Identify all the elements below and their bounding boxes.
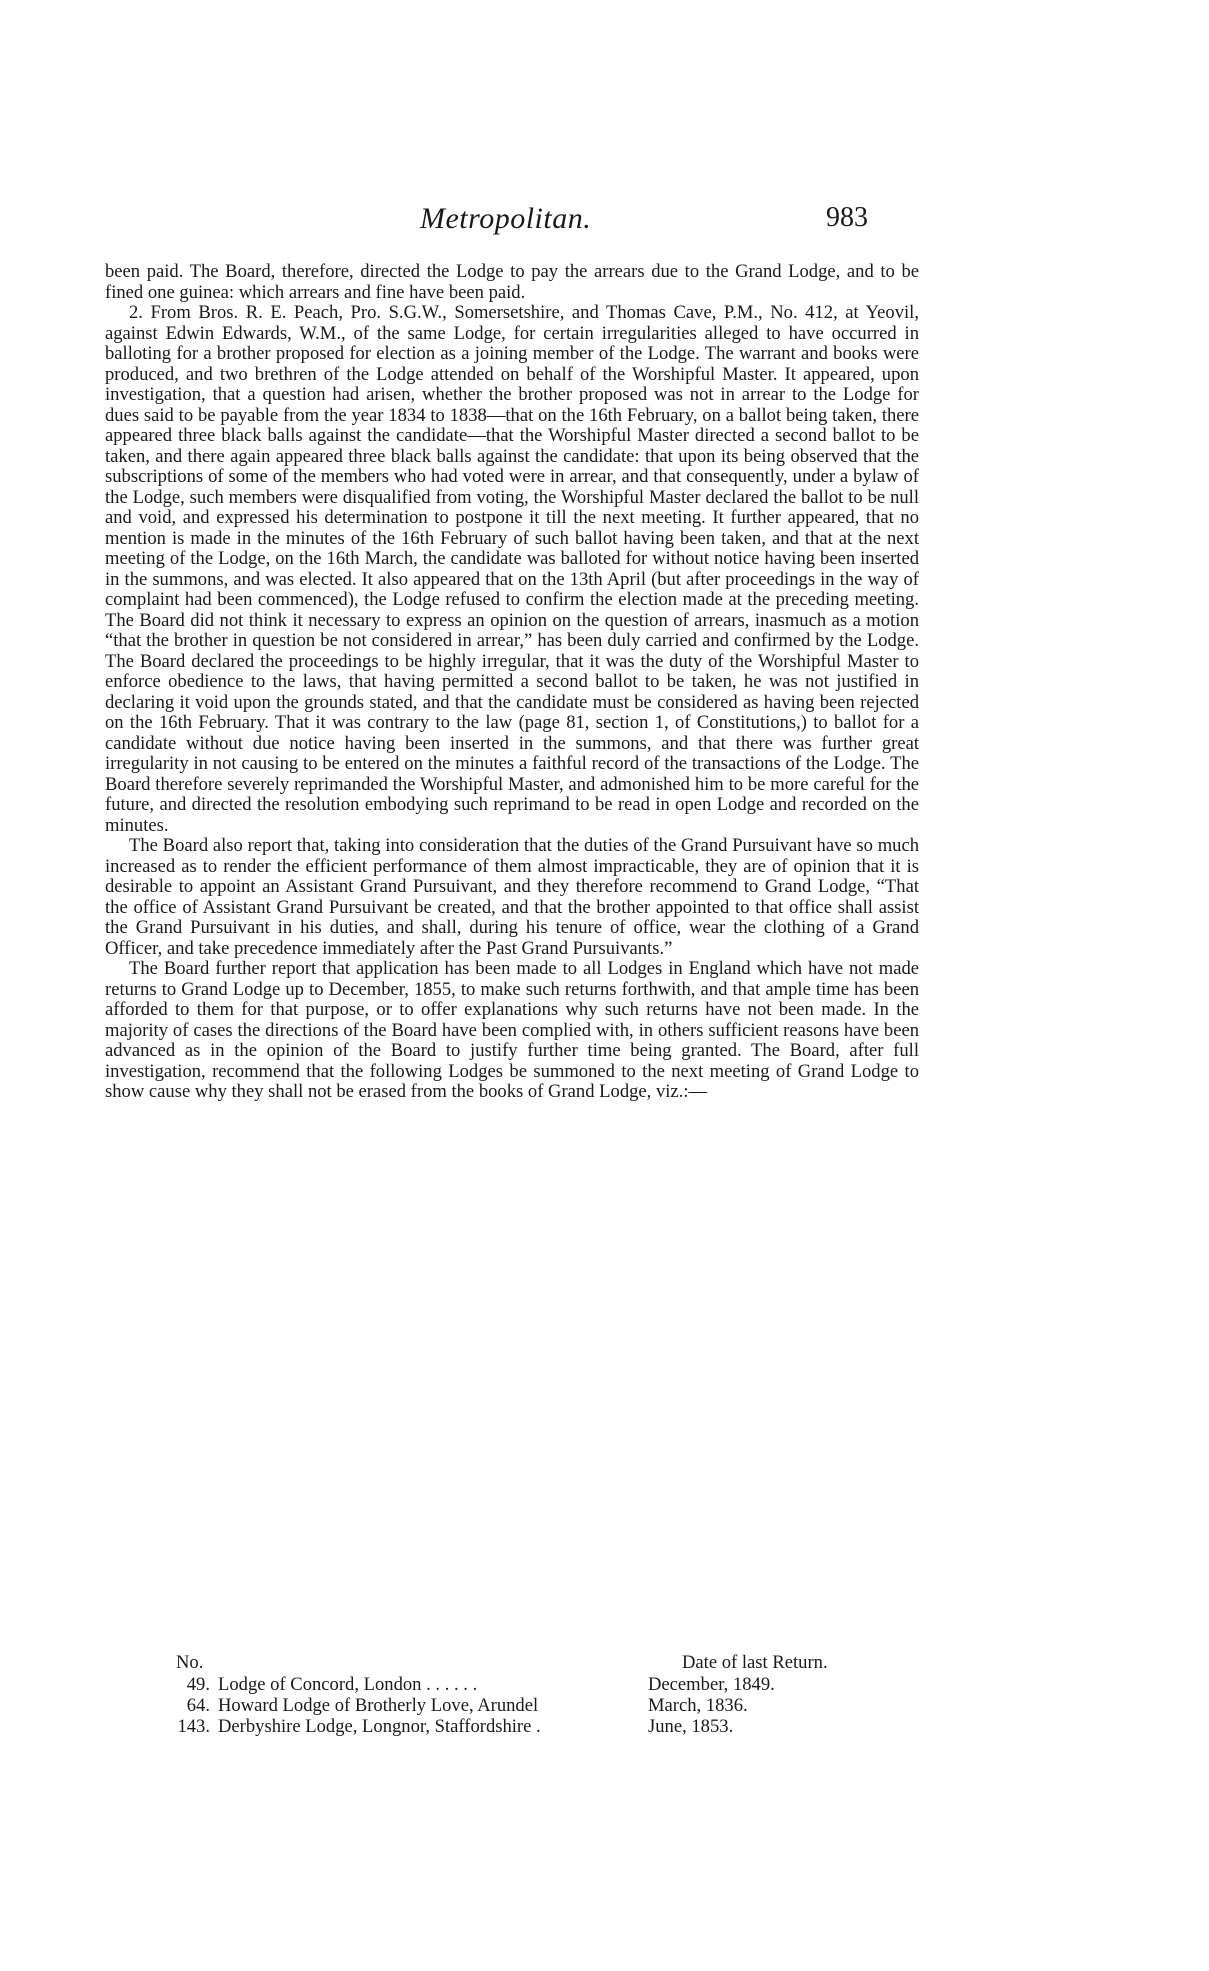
lodge-number: 143. [177, 1716, 210, 1737]
table-row [160, 1674, 920, 1695]
body-text [105, 262, 919, 1103]
lodge-last-return-date: June, 1853. [648, 1716, 734, 1737]
table-row [160, 1695, 920, 1716]
lodge-last-return-date: December, 1849. [648, 1674, 775, 1695]
paragraph-lodge-returns: The Board further report that application has been made to all Lodges in England which have not made returns to Grand Lodge up to December, 1855, to make such returns forthwith, and that ample time has been afforded to them for that purpose, or to offer explanations why such returns have not been made. In the majority of cases the directions of the Board have been complied with, in others sufficient reasons have been advanced as in the opinion of the Board to justify further time being granted. The Board, after full investigation, recommend that the following Lodges be summoned to the next meeting of Grand Lodge to show cause why they shall not be erased from the books of Grand Lodge, viz.:— [105, 958, 919, 1102]
lodge-name: Howard Lodge of Brotherly Love, Arundel [218, 1695, 539, 1716]
column-header-number: No. [176, 1652, 204, 1673]
lodge-last-return-date: March, 1836. [648, 1695, 748, 1716]
column-header-date: Date of last Return. [682, 1652, 828, 1673]
table-row [160, 1716, 920, 1737]
lodge-name: Derbyshire Lodge, Longnor, Staffordshire . [218, 1716, 541, 1737]
lodge-name: Lodge of Concord, London . . . . . . [218, 1674, 478, 1695]
paragraph-complaint-2: 2. From Bros. R. E. Peach, Pro. S.G.W., Somersetshire, and Thomas Cave, P.M., No. 412, at Yeovil, against Edwin Edwards, W.M., of the same Lodge, for certain irregularities alleged to have occurred in balloting for a brother proposed for election as a joining member of the Lodge. The warrant and books were produced, and two brethren of the Lodge attended on behalf of the Worshipful Master. It appeared, upon investigation, that a question had arisen, whether the brother proposed was not in arrear to the Lodge for dues said to be payable from the year 1834 to 1838—that on the 16th February, on a ballot being taken, there appeared three black balls against the candidate—that the Worshipful Master directed a second ballot to be taken, and there again appeared three black balls against the candidate: that upon its being observed that the subscriptions of some of the members who had voted were in arrear, and that consequently, under a bylaw of the Lodge, such members were disqualified from voting, the Worshipful Master declared the ballot to be null and void, and expressed his determination to postpone it till the next meeting. It further appeared, that no mention is made in the minutes of the 16th February of such ballot having been taken, and that at the next meeting of the Lodge, on the 16th March, the candidate was balloted for without notice having been inserted in the summons, and was elected. It also appeared that on the 13th April (but after proceedings in the way of complaint had been commenced), the Lodge refused to confirm the election made at the preceding meeting. The Board did not think it necessary to express an opinion on the question of arrears, inasmuch as a motion “that the brother in question be not considered in arrear,” has been duly carried and confirmed by the Lodge. The Board declared the proceedings to be highly irregular, that it was the duty of the Worshipful Master to enforce obedience to the laws, that having permitted a second ballot to be taken, he was not justified in declaring it void upon the grounds stated, and that the candidate must be considered as having been rejected on the 16th February. That it was contrary to the law (page 81, section 1, of Constitutions,) to ballot for a candidate without due notice having been inserted in the summons, and that there was further great irregularity in not causing to be entered on the minutes a faithful record of the transactions of the Lodge. The Board therefore severely reprimanded the Worshipful Master, and admonished him to be more careful for the future, and directed the resolution embodying such reprimand to be read in open Lodge and recorded on the minutes. [105, 302, 919, 836]
returns-table-header [160, 1652, 920, 1674]
returns-table [160, 1652, 920, 1737]
lodge-number: 64. [186, 1695, 210, 1716]
paragraph-continuation: been paid. The Board, therefore, directed the Lodge to pay the arrears due to the Grand Lodge, and to be fined one guinea: which arrears and fine have been paid. [105, 261, 919, 303]
running-head [0, 202, 1209, 242]
running-title: Metropolitan. [420, 202, 592, 235]
page-number: 983 [826, 202, 868, 233]
lodge-number: 49. [186, 1674, 210, 1695]
paragraph-assistant-pursuivant: The Board also report that, taking into consideration that the duties of the Grand Pursuivant have so much increased as to render the efficient performance of them almost impracticable, they are of opinion that it is desirable to appoint an Assistant Grand Pursuivant, and they therefore recommend to Grand Lodge, “That the office of Assistant Grand Pursuivant be created, and that the brother appointed to that office shall assist the Grand Pursuivant in his duties, and shall, during his tenure of office, wear the clothing of a Grand Officer, and take precedence immediately after the Past Grand Pursuivants.” [105, 835, 919, 959]
